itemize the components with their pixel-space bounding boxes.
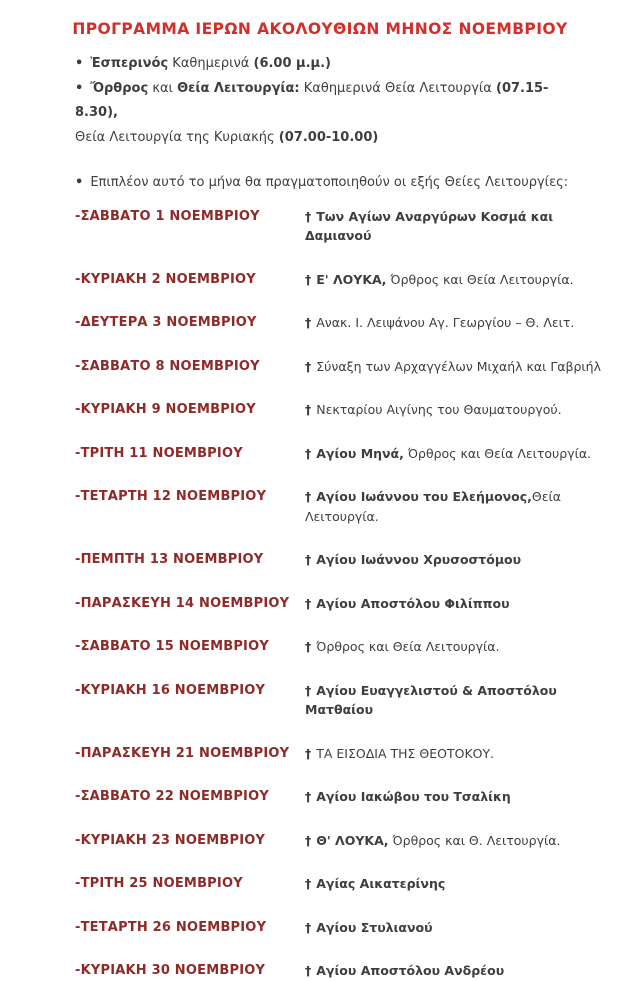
schedule-date: -ΤΕΤΑΡΤΗ 26 ΝΟΕΜΒΡΙΟΥ <box>75 919 267 935</box>
schedule-description <box>305 637 610 657</box>
schedule-description <box>305 444 610 464</box>
cross-icon: † <box>305 682 312 698</box>
cross-icon: † <box>305 919 312 935</box>
schedule-row <box>75 357 610 377</box>
schedule-row <box>75 961 610 981</box>
schedule-row <box>75 207 610 246</box>
schedule-description <box>305 550 610 570</box>
schedule-description <box>305 831 610 851</box>
cross-icon: † <box>305 271 312 287</box>
cross-icon: † <box>305 489 312 504</box>
schedule-row <box>75 313 610 333</box>
feast-name-normal: ΤΑ ΕΙΣΟΔΙΑ ΤΗΣ ΘΕΟΤΟΚΟΥ. <box>316 745 495 761</box>
schedule-date: -ΣΑΒΒΑΤΟ 1 ΝΟΕΜΒΡΙΟΥ <box>75 208 260 224</box>
schedule-row <box>75 270 610 290</box>
feast-name-normal: Όρθρος και Θεία Λειτουργία. <box>403 445 592 461</box>
schedule-date: -ΚΥΡΙΑΚΗ 23 ΝΟΕΜΒΡΙΟΥ <box>75 832 266 848</box>
schedule-row <box>75 637 610 657</box>
cross-icon: † <box>305 832 312 848</box>
feast-name-normal: Όρθρος και Θεία Λειτουργία. <box>316 639 500 654</box>
feast-name-normal: Όρθρος και Θεία Λειτουργία. <box>386 271 574 287</box>
schedule-description <box>305 681 610 720</box>
schedule-date: -ΣΑΒΒΑΤΟ 8 ΝΟΕΜΒΡΙΟΥ <box>75 358 260 374</box>
intro-item-vespers <box>75 52 590 77</box>
schedule-row <box>75 831 610 851</box>
schedule-row <box>75 594 610 614</box>
schedule-description <box>305 874 610 894</box>
cross-icon: † <box>305 208 312 224</box>
schedule-date: -ΔΕΥΤΕΡΑ 3 ΝΟΕΜΒΡΙΟΥ <box>75 315 257 330</box>
schedule-description <box>305 313 610 333</box>
schedule-date: -ΠΕΜΠΤΗ 13 ΝΟΕΜΒΡΙΟΥ <box>75 552 264 567</box>
feast-name-normal: Όρθρος και Θ. Λειτουργία. <box>388 832 561 848</box>
schedule-description <box>305 961 610 981</box>
matins-time: (07.15-8.30), <box>75 80 549 120</box>
cross-icon: † <box>305 876 312 891</box>
schedule-description <box>305 400 610 420</box>
feast-name-normal: Νεκταρίου Αιγίνης του Θαυματουργού. <box>316 402 562 417</box>
schedule-description <box>305 207 610 246</box>
intro-item-matins <box>75 77 590 126</box>
intro-matins-continuation <box>75 126 590 151</box>
feast-name-bold: Αγίου Ευαγγελιστού & Αποστόλου Ματθαίου <box>305 682 557 717</box>
feast-name-normal: Θεία Λειτουργία. <box>305 489 561 524</box>
intro-item-extra-liturgies <box>75 171 590 196</box>
schedule-row <box>75 550 610 570</box>
cross-icon: † <box>305 789 312 804</box>
vespers-frequency: Καθημερινά <box>168 56 254 71</box>
vespers-time: (6.00 μ.μ.) <box>253 56 331 71</box>
schedule-date: -ΤΕΤΑΡΤΗ 12 ΝΟΕΜΒΡΙΟΥ <box>75 489 267 504</box>
feast-name-bold: Αγίου Στυλιανού <box>316 919 433 935</box>
cross-icon: † <box>305 963 312 978</box>
bullet-icon: • <box>75 56 84 71</box>
feast-name-bold: Ε' ΛΟΥΚΑ, <box>316 271 387 287</box>
vespers-label: Ἑσπερινός <box>90 56 169 71</box>
schedule-description <box>305 744 610 764</box>
feast-name-bold: Αγίας Αικατερίνης <box>316 876 446 891</box>
liturgy-label: Θεία Λειτουργία: <box>177 80 300 96</box>
page-title: ΠΡΟΓΡΑΜΜΑ ΙΕΡΩΝ ΑΚΟΛΟΥΘΙΩΝ ΜΗΝΟΣ ΝΟΕΜΒΡΙΟΥ <box>72 20 568 38</box>
schedule-description <box>305 357 610 377</box>
feast-name-bold: Αγίου Αποστόλου Φιλίππου <box>316 595 510 611</box>
cross-icon: † <box>305 315 312 330</box>
schedule-description <box>305 487 610 526</box>
schedule-date: -ΚΥΡΙΑΚΗ 9 ΝΟΕΜΒΡΙΟΥ <box>75 402 256 417</box>
feast-name-normal: Ανακ. Ι. Λειψάνου Αγ. Γεωργίου – Θ. Λειτ. <box>316 315 575 330</box>
feast-name-bold: Αγίου Ιακώβου του Τσαλίκη <box>316 789 511 804</box>
sunday-liturgy-label: Θεία Λειτουργία της Κυριακής <box>75 129 279 145</box>
matins-conj: και <box>148 80 178 96</box>
intro-section <box>75 52 590 196</box>
feast-name-normal: Σύναξη των Αρχαγγέλων Μιχαήλ και Γαβριήλ <box>316 358 601 374</box>
cross-icon: † <box>305 745 312 761</box>
sunday-liturgy-time: (07.00-10.00) <box>278 129 379 145</box>
bullet-icon: • <box>75 80 84 96</box>
matins-label: Ὄρθρος <box>90 80 149 96</box>
schedule-row <box>75 787 610 807</box>
schedule-date: -ΚΥΡΙΑΚΗ 16 ΝΟΕΜΒΡΙΟΥ <box>75 682 266 698</box>
cross-icon: † <box>305 445 312 461</box>
schedule-row <box>75 444 610 464</box>
feast-name-bold: Θ' ΛΟΥΚΑ, <box>316 832 389 848</box>
schedule-date: -ΚΥΡΙΑΚΗ 2 ΝΟΕΜΒΡΙΟΥ <box>75 271 256 287</box>
schedule-row <box>75 874 610 894</box>
feast-name-bold: Αγίου Μηνά, <box>316 445 404 461</box>
schedule-row <box>75 681 610 720</box>
schedule-date: -ΠΑΡΑΣΚΕΥΗ 21 ΝΟΕΜΒΡΙΟΥ <box>75 745 290 761</box>
feast-name-bold: Αγίου Ιωάννου Χρυσοστόμου <box>316 552 522 567</box>
bullet-icon: • <box>75 175 84 190</box>
schedule-row <box>75 487 610 526</box>
matins-frequency: Καθημερινά Θεία Λειτουργία <box>299 80 496 96</box>
schedule-description <box>305 270 610 290</box>
extra-liturgies-text: Επιπλέον αυτό το μήνα θα πραγματοποιηθούν οι εξής Θείες Λειτουργίες: <box>90 175 569 190</box>
schedule-row <box>75 918 610 938</box>
schedule-date: -ΤΡΙΤΗ 25 ΝΟΕΜΒΡΙΟΥ <box>75 876 243 891</box>
feast-name-bold: Των Αγίων Αναργύρων Κοσμά και Δαμιανού <box>305 208 554 243</box>
cross-icon: † <box>305 552 312 567</box>
schedule-row <box>75 744 610 764</box>
schedule-description <box>305 787 610 807</box>
cross-icon: † <box>305 639 312 654</box>
schedule-date: -ΣΑΒΒΑΤΟ 22 ΝΟΕΜΒΡΙΟΥ <box>75 789 269 804</box>
schedule-date: -ΠΑΡΑΣΚΕΥΗ 14 ΝΟΕΜΒΡΙΟΥ <box>75 595 290 611</box>
schedule-date: -ΚΥΡΙΑΚΗ 30 ΝΟΕΜΒΡΙΟΥ <box>75 963 266 978</box>
schedule-date: -ΤΡΙΤΗ 11 ΝΟΕΜΒΡΙΟΥ <box>75 445 243 461</box>
schedule-row <box>75 400 610 420</box>
schedule-description <box>305 594 610 614</box>
feast-name-bold: Αγίου Ιωάννου του Ελεήμονος, <box>316 489 532 504</box>
cross-icon: † <box>305 402 312 417</box>
cross-icon: † <box>305 358 312 374</box>
feast-name-bold: Αγίου Αποστόλου Ανδρέου <box>316 963 505 978</box>
schedule <box>75 207 610 981</box>
cross-icon: † <box>305 595 312 611</box>
schedule-date: -ΣΑΒΒΑΤΟ 15 ΝΟΕΜΒΡΙΟΥ <box>75 639 269 654</box>
schedule-description <box>305 918 610 938</box>
